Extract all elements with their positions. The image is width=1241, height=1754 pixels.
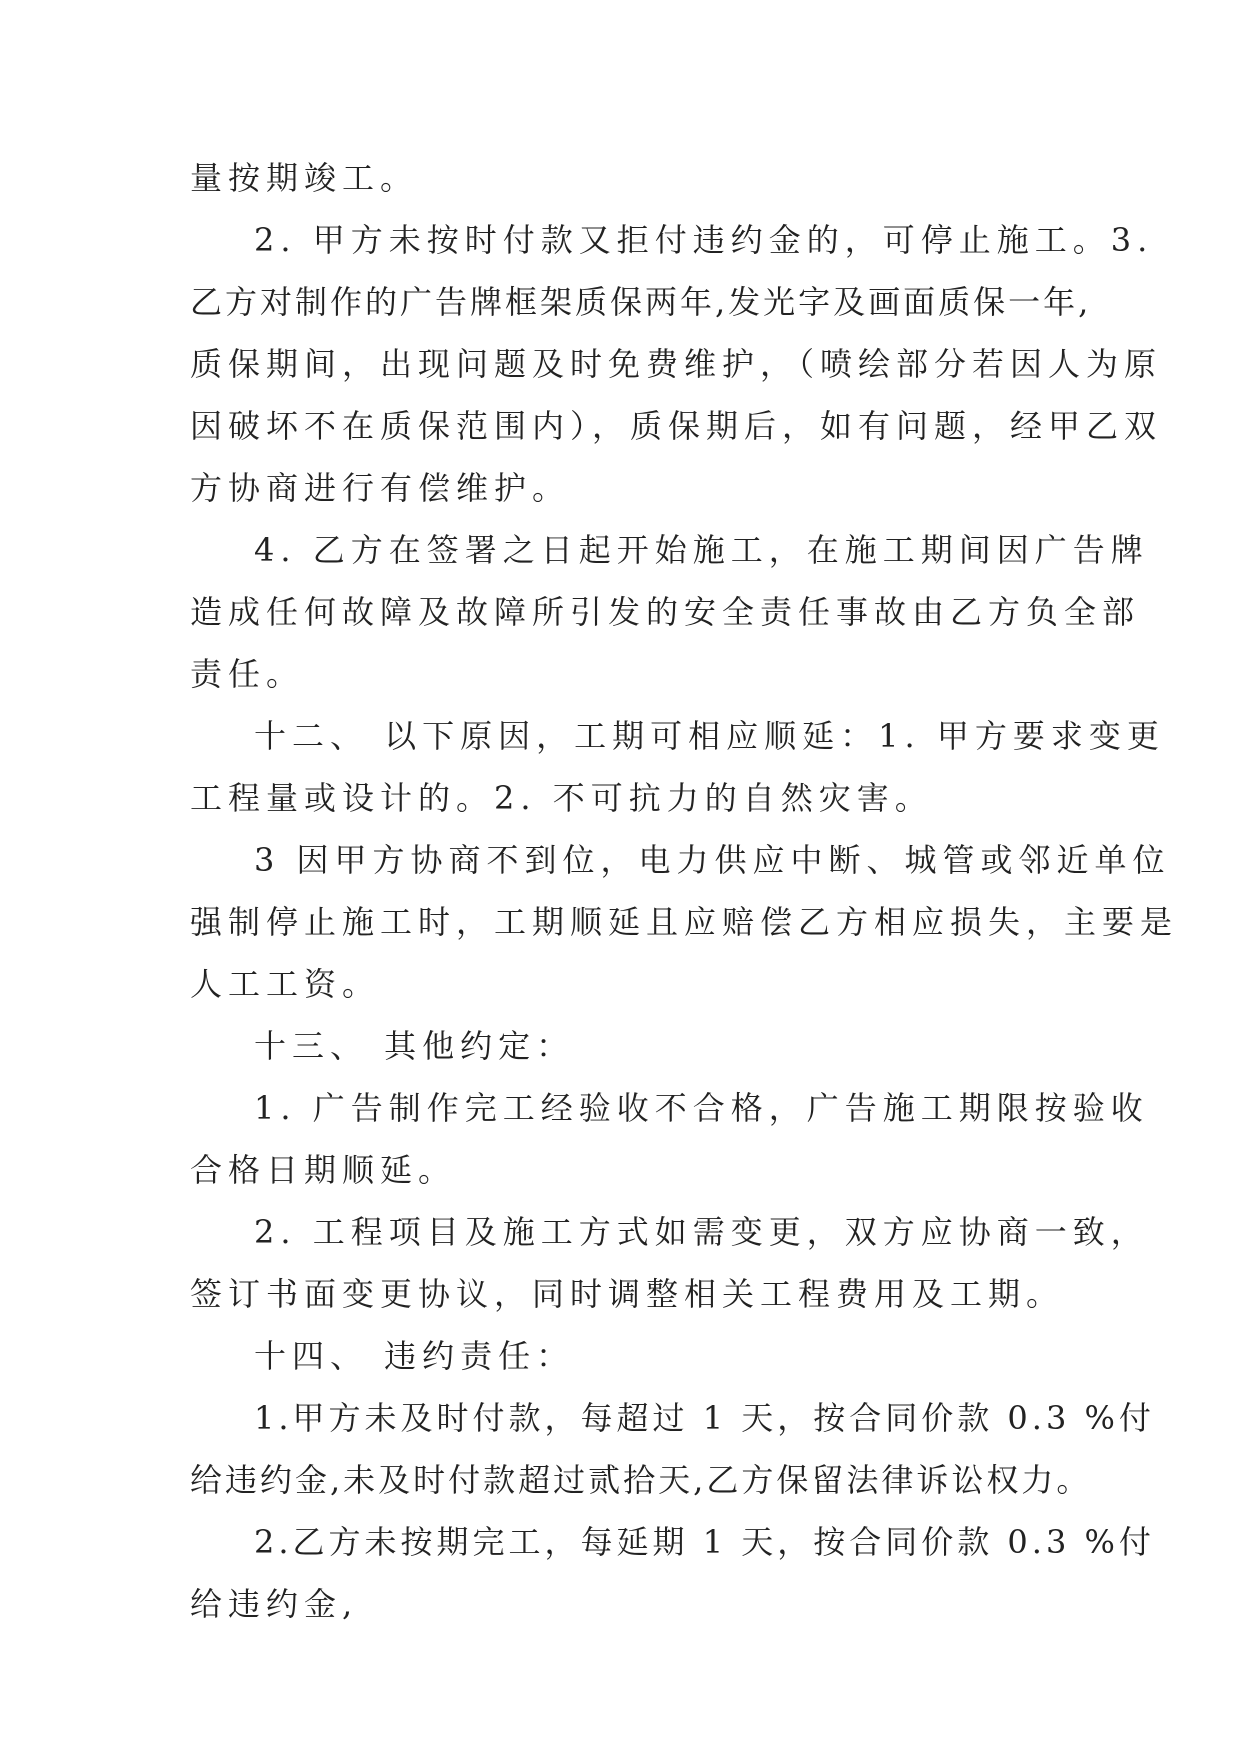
text-line: 人工工资。 [190,965,381,1003]
text-line: 造成任何故障及故障所引发的安全责任事故由乙方负全部 [190,593,1141,631]
text-line: 合格日期顺延。 [190,1151,457,1189]
text-line: 量按期竣工。 [190,159,419,197]
text-line: 因破坏不在质保范围内），质保期后，如有问题，经甲乙双 [190,407,1163,445]
text-line: 方协商进行有偿维护。 [190,469,571,507]
text-line: 1.甲方未及时付款，每超过 1 天，按合同价款 0.3 %付 [254,1399,1155,1437]
text-line: 3 因甲方协商不到位，电力供应中断、城管或邻近单位 [254,841,1171,879]
text-line: 责任。 [190,655,305,693]
text-line: 1. 广告制作完工经验收不合格，广告施工期限按验收 [254,1089,1149,1127]
text-line: 4. 乙方在签署之日起开始施工，在施工期间因广告牌 [254,531,1149,569]
text-line: 2. 工程项目及施工方式如需变更，双方应协商一致， [254,1213,1149,1251]
text-line: 乙方对制作的广告牌框架质保两年,发光字及画面质保一年, [190,283,1092,321]
text-line: 质保期间，出现问题及时免费维护，（喷绘部分若因人为原 [190,345,1163,383]
text-line: 给违约金, [190,1585,359,1623]
text-line: 十二、 以下原因，工期可相应顺延：1. 甲方要求变更 [254,717,1165,755]
text-line: 工程量或设计的。2. 不可抗力的自然灾害。 [190,779,933,817]
text-line: 2. 甲方未按时付款又拒付违约金的，可停止施工。3. [254,221,1154,259]
text-line: 2.乙方未按期完工，每延期 1 天，按合同价款 0.3 %付 [254,1523,1155,1561]
text-line: 十四、 违约责任： [254,1337,575,1375]
text-line: 签订书面变更协议，同时调整相关工程费用及工期。 [190,1275,1065,1313]
text-line: 强制停止施工时，工期顺延且应赔偿乙方相应损失，主要是 [190,903,1179,941]
text-line: 十三、 其他约定： [254,1027,575,1065]
text-line: 给违约金,未及时付款超过贰拾天,乙方保留法律诉讼权力。 [190,1461,1092,1499]
